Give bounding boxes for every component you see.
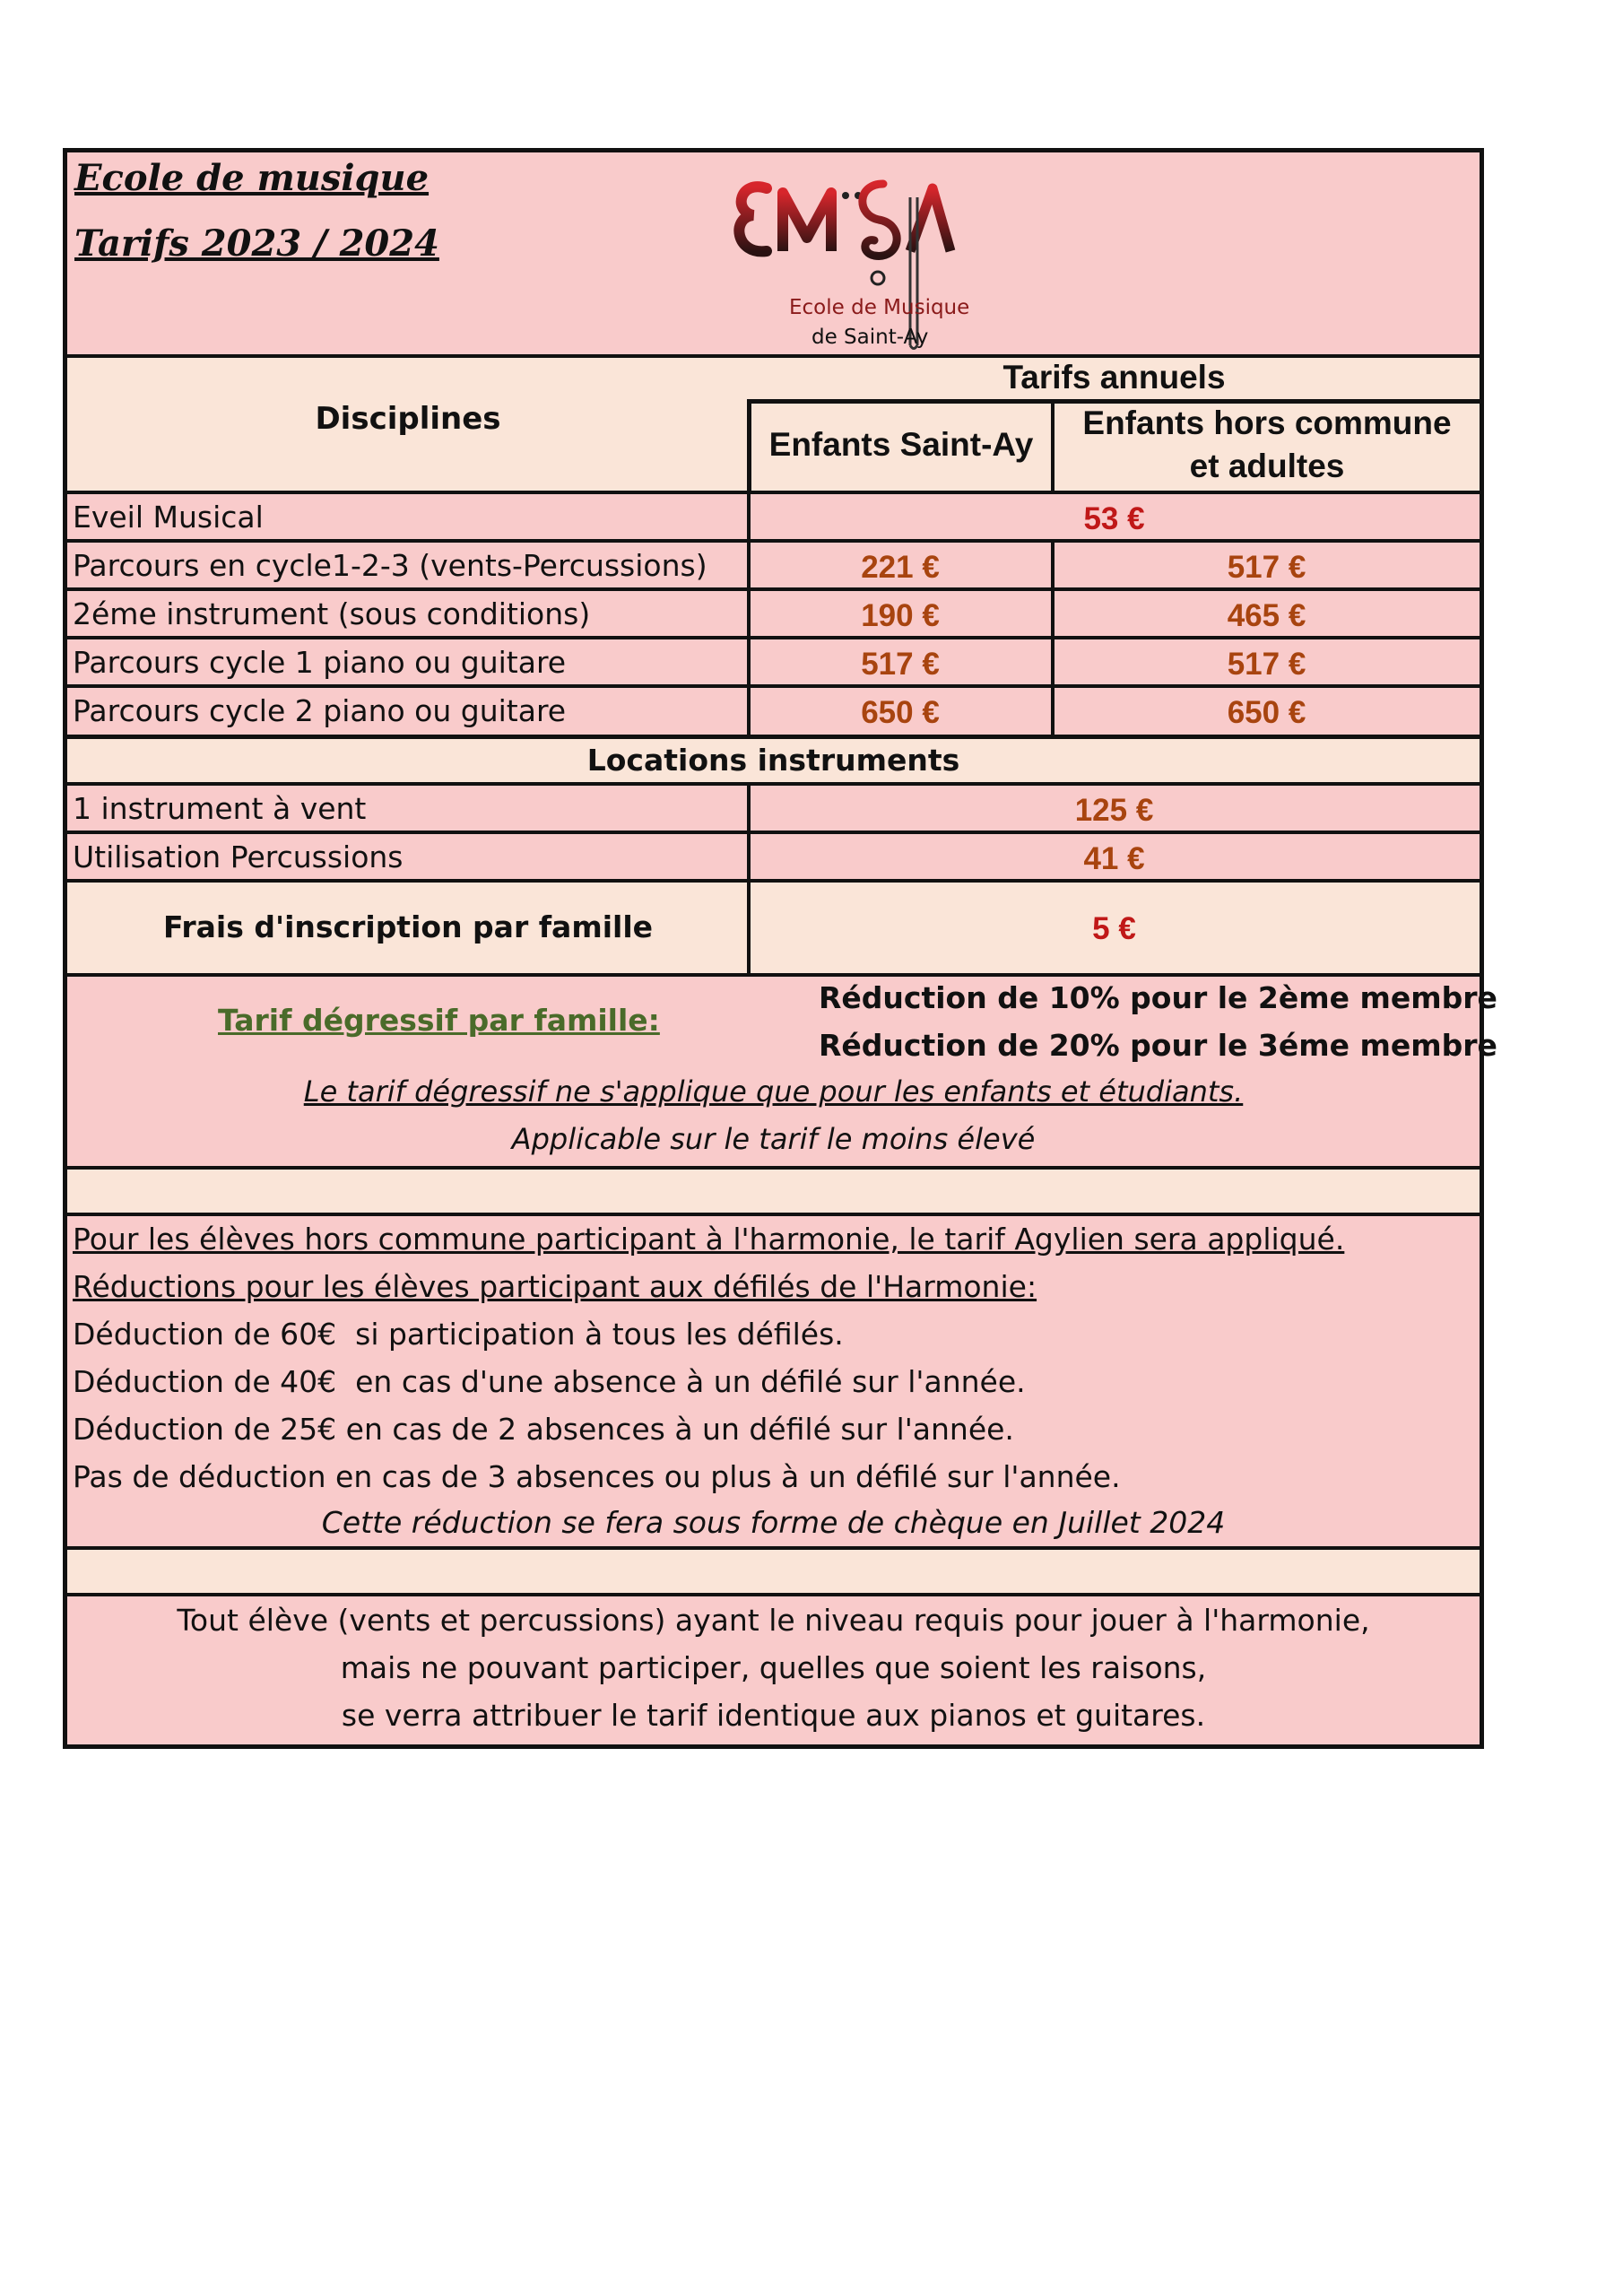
header-block [67,152,1480,354]
tarifs-annuels-header: Tarifs annuels [1002,359,1226,396]
degressif-note-1: Le tarif dégressif ne s'applique que pour les enfants et étudiants. [303,1074,1244,1109]
row-price-saint-ay: 221 € [861,550,940,585]
degressif-label: Tarif dégressif par famille: [218,1003,660,1038]
harmonie-line-6: Pas de déduction en cas de 3 absences ou plus à un défilé sur l'année. [73,1459,1121,1494]
row-price: 41 € [1083,841,1145,876]
row-label: Parcours cycle 2 piano ou guitare [73,693,567,728]
row-price-hors-commune: 517 € [1227,550,1306,585]
row-label: 2éme instrument (sous conditions) [73,596,591,631]
frais-label: Frais d'inscription par famille [162,909,654,944]
logo-caption-2: de Saint-Ay [812,326,929,349]
harmonie-line-5: Déduction de 25€ en cas de 2 absences à un défilé sur l'année. [73,1412,1014,1447]
row-price-hors-commune: 650 € [1227,695,1306,730]
school-logo [713,161,1009,354]
locations-title: Locations instruments [586,743,960,778]
tariff-sheet [63,148,1497,1749]
row-price: 53 € [1083,501,1145,536]
hors-commune-header-line2: et adultes [1189,448,1345,484]
degressif-note-2: Applicable sur le tarif le moins élevé [511,1122,1036,1156]
year-title: Tarifs 2023 / 2024 [74,222,439,265]
footer-line-3: se verra attribuer le tarif identique aux pianos et guitares. [341,1698,1206,1733]
school-title: Ecole de musique [74,157,430,199]
spacer-row [67,1550,1480,1595]
hors-commune-header-line1: Enfants hors commune [1082,404,1452,441]
spacer-row [67,1170,1480,1214]
logo-caption-1: Ecole de Musique [789,296,970,319]
row-price: 125 € [1074,793,1154,828]
row-label: 1 instrument à vent [73,791,367,826]
row-label: Utilisation Percussions [73,839,404,874]
row-label: Parcours en cycle1-2-3 (vents-Percussions) [73,548,707,583]
row-price-saint-ay: 650 € [861,695,940,730]
row-label: Eveil Musical [73,500,264,535]
reduction-3eme: Réduction de 20% pour le 3éme membre [819,1028,1497,1063]
row-price-hors-commune: 517 € [1227,647,1306,682]
harmonie-line-1: Pour les élèves hors commune participant à l'harmonie, le tarif Agylien sera appliqué. [73,1222,1345,1257]
harmonie-line-2: Réductions pour les élèves participant aux défilés de l'Harmonie: [73,1269,1037,1304]
enfants-saint-ay-header: Enfants Saint-Ay [768,426,1034,463]
row-label: Parcours cycle 1 piano ou guitare [73,645,567,680]
harmonie-line-7: Cette réduction se fera sous forme de chèque en Juillet 2024 [321,1505,1226,1540]
harmonie-line-3: Déduction de 60€ si participation à tous les défilés. [73,1317,844,1352]
footer-line-1: Tout élève (vents et percussions) ayant le niveau requis pour jouer à l'harmonie, [177,1603,1370,1638]
disciplines-header: Disciplines [315,401,501,437]
row-price-saint-ay: 517 € [861,647,940,682]
row-price-hors-commune: 465 € [1227,598,1306,633]
footer-line-2: mais ne pouvant participer, quelles que soient les raisons, [340,1650,1207,1685]
harmonie-line-4: Déduction de 40€ en cas d'une absence à un défilé sur l'année. [73,1364,1026,1399]
row-price-saint-ay: 190 € [861,598,940,633]
reduction-2eme: Réduction de 10% pour le 2ème membre [819,980,1497,1015]
frais-value: 5 € [1092,911,1136,946]
